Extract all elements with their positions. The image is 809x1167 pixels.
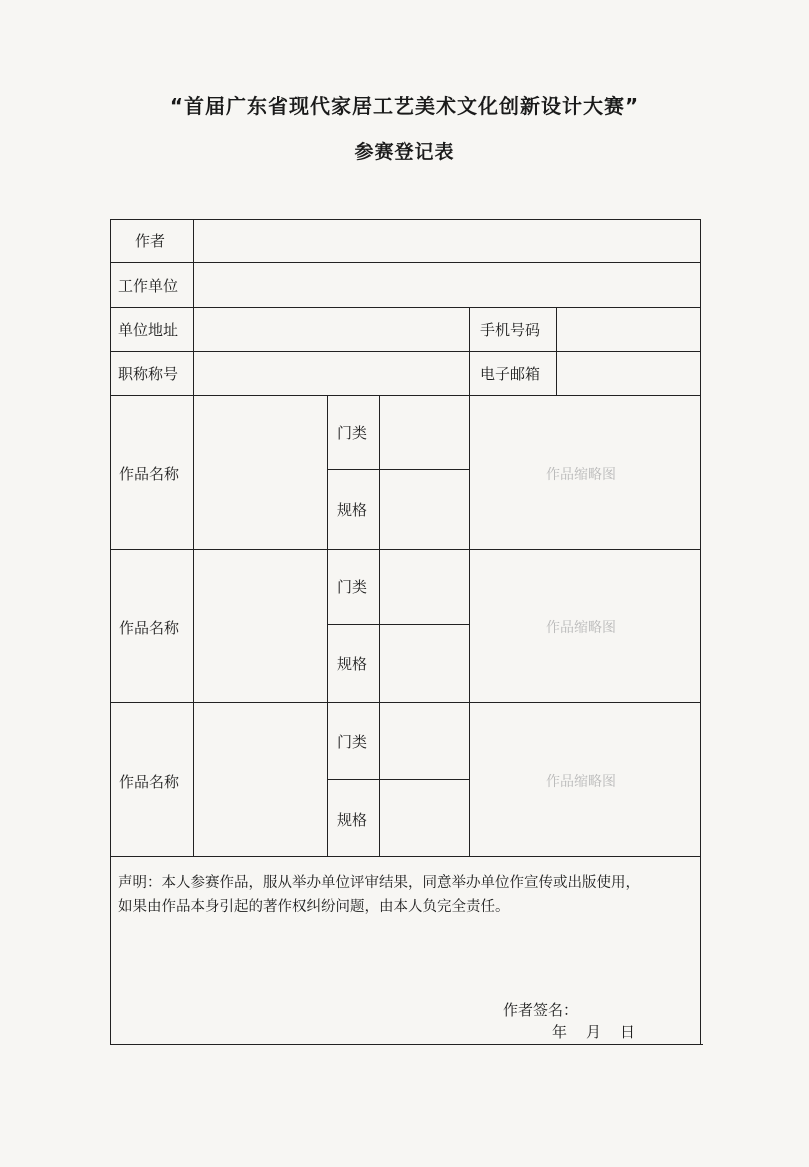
email-field[interactable] — [557, 352, 700, 395]
entry-category-label: 门类 — [337, 424, 368, 442]
entry-name-label: 作品名称 — [119, 465, 180, 483]
declaration-line-2: 如果由作品本身引起的著作权纠纷问题，由本人负完全责任。 — [118, 899, 510, 915]
entry-thumbnail-area[interactable] — [470, 396, 700, 549]
entry-thumbnail-placeholder: 作品缩略图 — [546, 620, 616, 636]
entry-spec-field[interactable] — [380, 470, 469, 549]
entry-spec-label: 规格 — [337, 655, 368, 673]
entry-name-label: 作品名称 — [119, 773, 180, 791]
label-unit-address: 单位地址 — [118, 321, 179, 339]
row-divider — [110, 856, 701, 857]
entry-name-label: 作品名称 — [119, 619, 180, 637]
entry-name-field[interactable] — [194, 396, 327, 549]
entry-category-field[interactable] — [380, 550, 469, 624]
signature-field[interactable] — [580, 996, 695, 1020]
label-mobile: 手机号码 — [480, 321, 541, 339]
mobile-field[interactable] — [557, 308, 700, 351]
entry-spec-label: 规格 — [337, 811, 368, 829]
title-name-field[interactable] — [194, 352, 469, 395]
date-label: 年 月 日 — [552, 1023, 638, 1041]
entry-category-label: 门类 — [337, 578, 368, 596]
form-title: “首届广东省现代家居工艺美术文化创新设计大赛” — [169, 94, 640, 118]
entry-spec-field[interactable] — [380, 625, 469, 702]
entry-thumbnail-area[interactable] — [470, 703, 700, 856]
unit-address-field[interactable] — [194, 308, 469, 351]
declaration — [118, 871, 698, 919]
entry-category-field[interactable] — [380, 396, 469, 469]
entry-spec-field[interactable] — [380, 780, 469, 856]
entry-spec-label: 规格 — [337, 501, 368, 519]
label-title-name: 职称称号 — [118, 365, 179, 383]
table-border-right — [700, 219, 701, 1045]
entry-category-field[interactable] — [380, 703, 469, 779]
entry-category-label: 门类 — [337, 733, 368, 751]
label-work-unit: 工作单位 — [118, 277, 179, 295]
table-border-left — [110, 219, 111, 1045]
label-author: 作者 — [135, 232, 166, 250]
col-divider — [469, 307, 470, 395]
entry-name-field[interactable] — [194, 550, 327, 702]
signature-label: 作者签名： — [503, 1001, 579, 1019]
form-subtitle: 参赛登记表 — [354, 141, 455, 163]
author-field[interactable] — [194, 220, 700, 262]
entry-thumbnail-placeholder: 作品缩略图 — [546, 774, 616, 790]
label-email: 电子邮箱 — [480, 365, 541, 383]
entry-thumbnail-area[interactable] — [470, 550, 700, 702]
entry-name-field[interactable] — [194, 703, 327, 856]
entry-thumbnail-placeholder: 作品缩略图 — [546, 467, 616, 483]
col-divider — [327, 395, 328, 856]
work-unit-field[interactable] — [194, 263, 700, 307]
declaration-line-1: 声明：本人参赛作品，服从举办单位评审结果，同意举办单位作宣传或出版使用， — [118, 875, 640, 891]
table-border-bottom — [110, 1044, 703, 1045]
